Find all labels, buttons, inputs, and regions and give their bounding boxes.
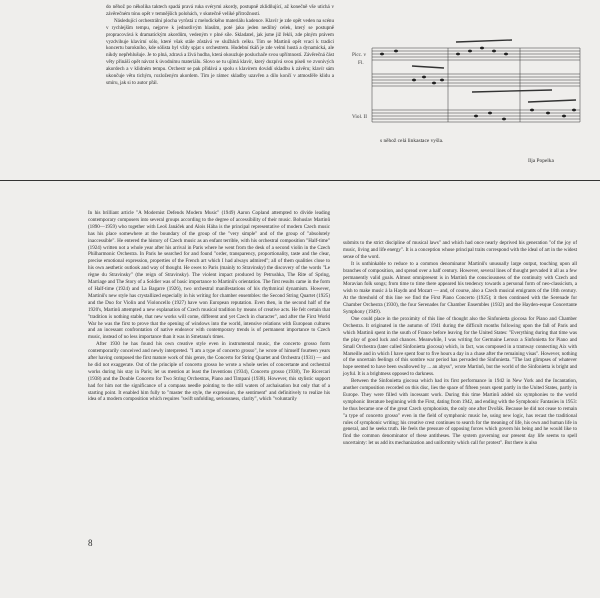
score-label: Fl. [358, 60, 364, 66]
english-text-left-column [88, 210, 330, 403]
czech-paragraph: Následující orchestrální plocha vyrůstá z melodického materiálu kadence. Klavír je zde opět veden na scénu v rychlejším tempu, nejprve k jednotlivým hlasům, poté jako jeden nedílný celek, který se postupně propracovává k dramatickým akordům, vedeným v plné síle. Skladatel, jak jsme již řekli, zde plným právem vyzdvihuje klavírní sólo, které však stále zůstává ve službách celku. Tím se Martinů opět vrací k tradici koncertu barokního, kde sólista byl vždy spjat s orchestrem. Hudební tkáň je zde velmi hustá a dynamická, ale nikdy nepřehlušuje. Je to plná, zdravá a živá hudba, která okouzluje posluchače svou upřímností. Závěrečná část věty přináší opět návrat k úvodnímu materiálu. Slovo se tu ujímá klavír, který dozpívá svou píseň ve zvonivých akordech a v klidném tempu. Orchestr se pak přidává a spolu s klavírem dovádí skladbu k závěru; klavír sám ukončuje větu tichým, rozloženým akordem. Tím je rámec skladby uzavřen a dílo končí v atmosféře klidu a smíru, jak si to autor přál. [106, 17, 334, 86]
czech-paragraph: do něhož po několika taktech spadá pravá ruka svérymi akordy, postupně zklidňující, až konečně vše utichá v závěrečném tónu opět v temnějších polohách, v skutečně veliké přitrožnosti. [106, 4, 334, 17]
section-divider [0, 180, 600, 181]
body-paragraph: submits to the strict discipline of musical laws" and which had once nearly deprived his generation "of the joy of music, living and life energy". It is a conception whose principal traits correspond with the ideal of art in the widest sense of the word. [343, 240, 577, 260]
czech-text-column [106, 4, 334, 87]
english-text-right-column [343, 240, 577, 447]
score-caption: s něhož celá linkastace vyšla. [380, 138, 444, 144]
score-label: Viol. II [352, 114, 367, 120]
body-paragraph: Between the Sinfonietta giocosa which had its first performance in 1942 in New York and the Incantation, another composition recorded on this disc, lies the space of fifteen years spent partly in the United States, partly in Europe. They were filled with incessant work. During this time Martinů added six symphonies to the world symphonic literature beginning with the First, dating from 1942, and ending with the Symphonic Fantasies in 1953: he thus became one of the great Czech symphonists, the only one after Dvořák. Because he did not cease to remain "a type of concerto grosso" even in the field of symphonic music he, using new logic, has recast the traditional rules of symphonic writing; his creative crest continues to search for the meaning of life, his own and human life in general, and he seeks truth. He feels the pressure of opposing forces which govern his being and he would like to find the common denominator of these antitheses. The system governing our present day life seems to spell uncertainty: let us add its mechanization and uniformity which call for protest". But there is also [343, 378, 577, 447]
author-signature: Ilja Popelka [528, 158, 554, 164]
body-paragraph: One could place in the proximity of this line of thought also the Sinfonietta giocosa for Piano and Chamber Orchestra. It originated in the autumn of 1941 during the difficult months following upon the fall of Paris and which Martinů spent in the south of France before leaving for the United States: "Everything during that time was the play of good luck and chances. Meanwhile, I was writing for Germaine Leroux a Sinfonietta for Piano and Small Orchestra (later called Sinfonietta giocosa) which, in fact, was composed in a tramway connecting Aix with Marseille and in which I have spent four to five hours a day in a chase after the remaining visas". However, nothing of the uncertain feelings of this sombre war period has pervaded the Sinfonietta. "The last glimpses of whatever hope seemed to have been swallowed by ... an abyss", wrote Martinů, but the world of the Sinfonietta is bright and joyful. It is a brightness opposed to darkness. [343, 315, 577, 378]
body-paragraph: In his brilliant article "A Modernist Defends Modern Music" (1949) Aaron Copland attempted to divide leading contemporary composers into several groups according to the degree of accessibility of their music. Bohuslav Martinů (1890—1959) who together with Leoš Janáček and Alois Hába is the principal representative of modern Czech music has his place somewhere at the boundary of the group of the "very simple" and of the group of "absolutely inaccessible". He entered the history of Czech music as an enfant terrible, with his orchestral composition "Half-time" (1924) written not a whole year after his arrival in Paris where he went from the desk of a second violin in the Czech Philharmonic Orchestra. In Paris he searched for and found "order, transparency, proportionality, taste and the clear, precise emotional expression, properties of the French art which I had always admired"; all of them qualities close to his own aesthetic outlook and way of thought. He owes to Paris (mainly to Stravinsky) the discovery of the words "Le règne du Stravinsky" (the reign of Stravinsky). The violent impact produced by Petrushka, The Rite of Spring, Marriage and The Story of a Soldier was of basic importance to Martinů's orientation. The first results came in the form of Half-time (1924) and La Bagarre (1926), two orchestral manifestations of his rhythmical dynamism. However, Martinů's new style has crystallized especially in his writing for chamber ensembles: the Second String Quartet (1925) and the Duo for Violin and Violoncello (1927) have won European reputation. Even then, in the second half of the 1920's, Martinů attempted a new explanation of Czech musical tradition by means of creative acts. He felt certain that "tradition is nothing stable, that new works will come, different and yet Czech in character", and after the First World War he was the first to prove that the opening of windows into the world, intensive relations with European cultures and an incessant confrontation of native endeavor with contemporary trends is of permanent importance to Czech music, instead of no less importance than it was in Smetana's times. [88, 210, 330, 341]
body-paragraph: It is unthinkable to reduce to a common denominator Martinů's unusually large output, touching upon all branches of composition, and spread over a half century. However, several lines of thought pervaded it all as a few permanently valid goals. Almost omnipresent is in Martinů the consciousness of the continuity with Czech and Moravian folk songs; from time to time there appeared his tendency towards a personal form of neo-classicism, a wish to make music à la Haydn and Mozart — and, of course, also a Czech musical emigrants of the 18th century. At the threshold of this line we find the First Piano Concerto (1925); it then continued with the Serenade for Chamber Orchestra (1930), the four Serenades for Chamber Ensembles (1932) and the Hayden-esque Concertante Symphony (1949). [343, 260, 577, 316]
page-number: 8 [88, 538, 93, 548]
body-paragraph: After 1930 he has found his own creative style even in instrumental music, the concerto grosso form contemporarily conceived and newly interpreted. "I am a type of concerto grosso", he wrote of himself fourteen years after having composed the first mature work of this genre, the Concerto for String Quartet and Orchestra (1931) — and he did not exaggerate. Out of the principle of concerto grosso he wrote a whole series of concertante and orchestral works during his stay in Paris; let us mention at least the Inventions (1934), Concerto grosso (1938), Tre Ricercari (1938) and the Double Concerto for Two String Orchestras, Piano and Timpani (1938). However, this stylistic support had for him not the significance of a compass needle pointing to the still waters of archaisation but only that of a starting point. It enabled him fully to "master the style, the expression, the sentiment" and definitively to realize his idea of a modern composition which requires "swift unfolding, seriousness, clarity", which "voluntarily [88, 341, 330, 403]
score-label: Picc. v [352, 52, 367, 58]
music-score-excerpt [352, 38, 584, 138]
